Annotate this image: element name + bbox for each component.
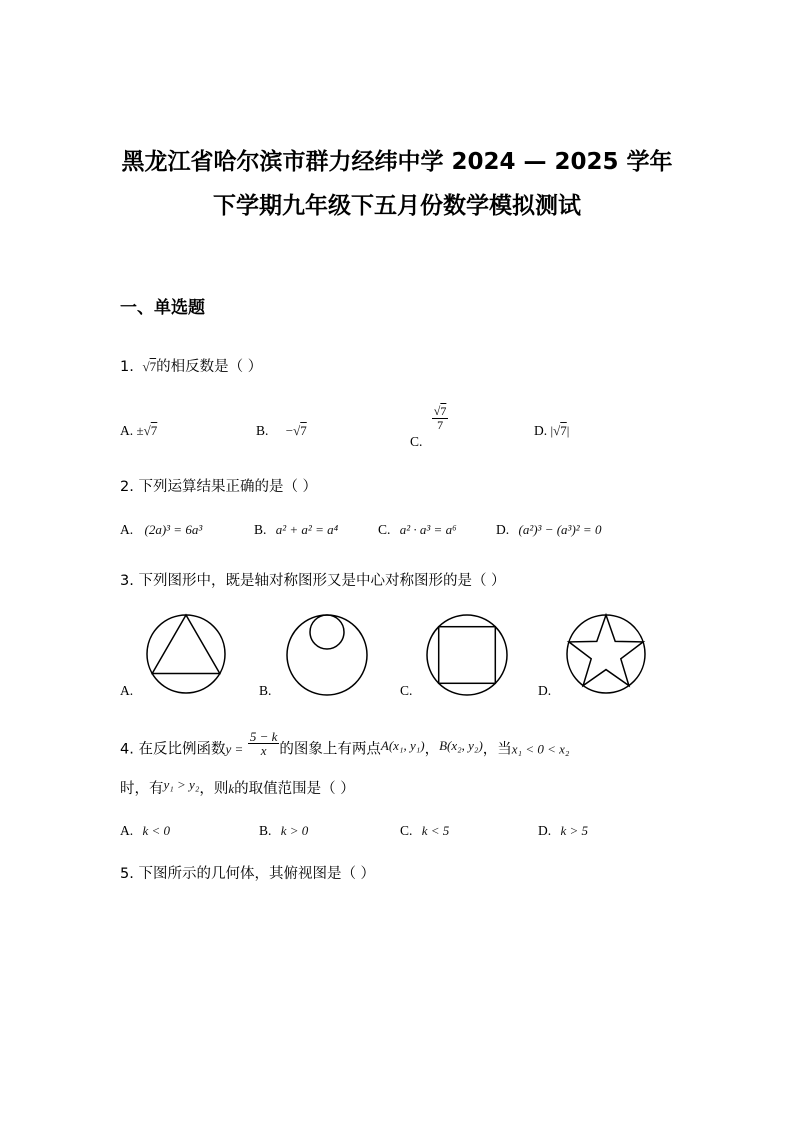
option-4b[interactable]: B. k > 0: [259, 823, 309, 838]
circle-square-figure: [424, 612, 510, 698]
option-2b[interactable]: B. a² + a² = a⁴: [254, 522, 339, 537]
question-text: 的相反数是（ ）: [156, 359, 263, 375]
question-text: 下列图形中，既是轴对称图形又是中心对称图形的是（ ）: [138, 573, 506, 589]
option-3a-label[interactable]: A.: [120, 683, 134, 698]
doc-title-line1: 黑龙江省哈尔滨市群力经纬中学 2024 — 2025 学年: [121, 149, 673, 175]
circle-star-figure: [564, 612, 648, 696]
option-4c[interactable]: C. k < 5: [400, 823, 450, 838]
option-3c-label[interactable]: C.: [400, 683, 413, 698]
question-text: 下图所示的几何体，其俯视图是（ ）: [138, 866, 376, 882]
question-number: 1.: [120, 359, 134, 375]
option-2d[interactable]: D. (a²)³ − (a³)² = 0: [496, 522, 602, 537]
circle-triangle-figure: [144, 612, 228, 696]
option-1d[interactable]: D. |√7|: [534, 423, 570, 438]
section-heading: 一、单选题: [120, 298, 205, 318]
doc-title-line2: 下学期九年级下五月份数学模拟测试: [213, 193, 581, 219]
question-1: [120, 355, 262, 376]
option-3d-label[interactable]: D.: [538, 683, 552, 698]
question-text: 下列运算结果正确的是（ ）: [138, 479, 318, 495]
option-2a[interactable]: A. (2a)³ = 6a³: [120, 522, 203, 537]
option-1a[interactable]: A. ±√7: [120, 423, 158, 438]
option-3b-label[interactable]: B.: [259, 683, 272, 698]
option-1c[interactable]: C. $\frac{√7}{7}$: [410, 404, 447, 449]
question-2: 2. 下列运算结果正确的是（ ）: [120, 479, 318, 495]
option-4d[interactable]: D. k > 5: [538, 823, 589, 838]
question-4-line1: 4. 在反比例函数y = $\frac{5 - k}{x}$ 的图象上有两点A(x₁, y₁)，B(x₂, y₂)，当x₁ < 0 < x₂: [120, 729, 570, 758]
option-2c[interactable]: C. a² · a³ = a⁶: [378, 522, 457, 537]
option-1b[interactable]: B. −√7: [256, 423, 307, 438]
option-4a[interactable]: A. k < 0: [120, 823, 171, 838]
question-5: 5. 下图所示的几何体，其俯视图是（ ）: [120, 866, 376, 882]
circle-inner-circle-figure: [284, 612, 370, 698]
question-3: 3. 下列图形中，既是轴对称图形又是中心对称图形的是（ ）: [120, 573, 506, 589]
question-4-line2: 时，有y₁ > y₂，则k的取值范围是（ ）: [120, 777, 355, 797]
sqrt-expression: √7: [142, 359, 157, 374]
